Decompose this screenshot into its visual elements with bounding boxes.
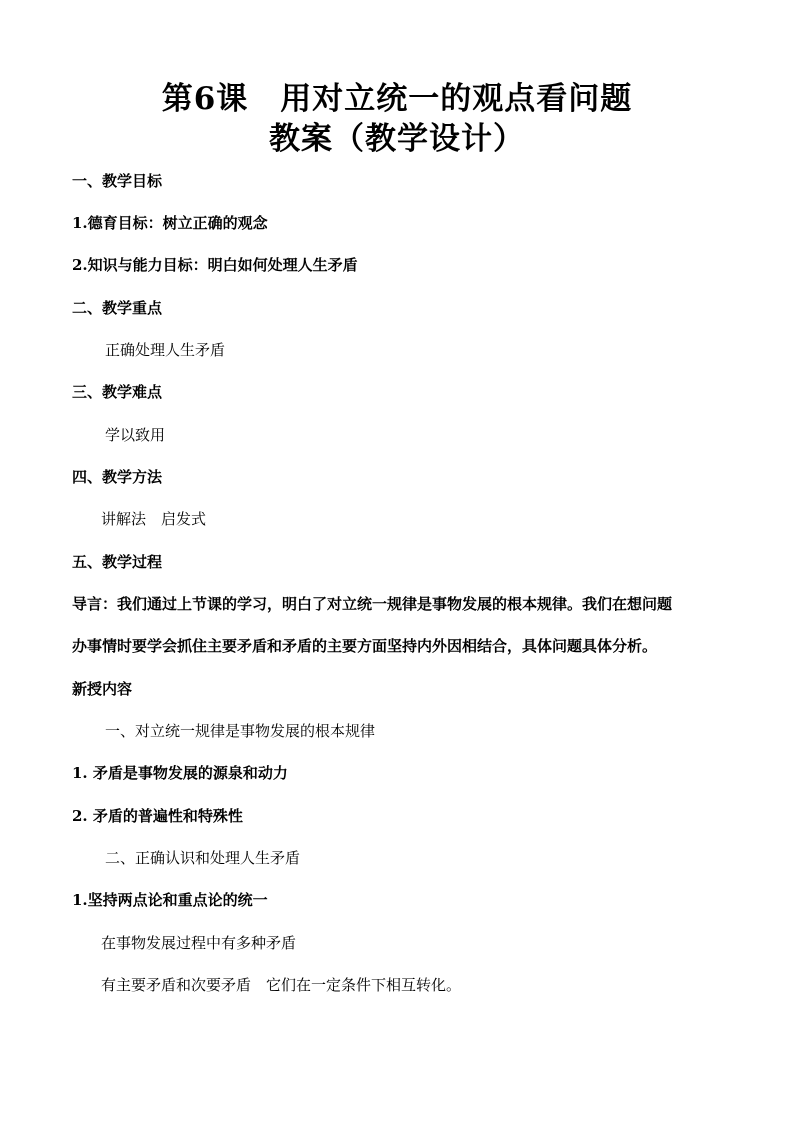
subsection-heading-life: 二、正确认识和处理人生矛盾 bbox=[105, 849, 301, 867]
key-point-text: 正确处理人生矛盾 bbox=[105, 341, 226, 359]
section-heading-process: 五、教学过程 bbox=[72, 553, 163, 571]
body-text-main-secondary: 有主要矛盾和次要矛盾 它们在一定条件下相互转化。 bbox=[101, 976, 462, 994]
list-item-2: 2. 矛盾的普遍性和特殊性 bbox=[72, 807, 243, 825]
list-item-1: 1. 矛盾是事物发展的源泉和动力 bbox=[72, 764, 288, 782]
section-heading-objectives: 一、教学目标 bbox=[72, 172, 163, 190]
body-text-many-contradictions: 在事物发展过程中有多种矛盾 bbox=[101, 934, 297, 952]
introduction-line-1: 导言：我们通过上节课的学习，明白了对立统一规律是事物发展的根本规律。我们在想问题 bbox=[72, 595, 673, 613]
difficulty-text: 学以致用 bbox=[105, 426, 166, 444]
section-heading-methods: 四、教学方法 bbox=[72, 468, 163, 486]
objective-moral: 1.德育目标：树立正确的观念 bbox=[72, 214, 268, 232]
methods-text: 讲解法 启发式 bbox=[101, 510, 207, 528]
new-content-heading: 新授内容 bbox=[72, 680, 133, 698]
document-title: 第6课 用对立统一的观点看问题 bbox=[161, 81, 633, 117]
section-heading-difficulties: 三、教学难点 bbox=[72, 383, 163, 401]
section-heading-key-points: 二、教学重点 bbox=[72, 299, 163, 317]
document-subtitle: 教案（教学设计） bbox=[269, 121, 525, 157]
introduction-line-2: 办事情时要学会抓住主要矛盾和矛盾的主要方面坚持内外因相结合，具体问题具体分析。 bbox=[72, 637, 658, 655]
subsection-heading-law: 一、对立统一规律是事物发展的根本规律 bbox=[105, 722, 376, 740]
list-item-two-points: 1.坚持两点论和重点论的统一 bbox=[72, 891, 268, 909]
objective-knowledge: 2.知识与能力目标：明白如何处理人生矛盾 bbox=[72, 256, 358, 274]
